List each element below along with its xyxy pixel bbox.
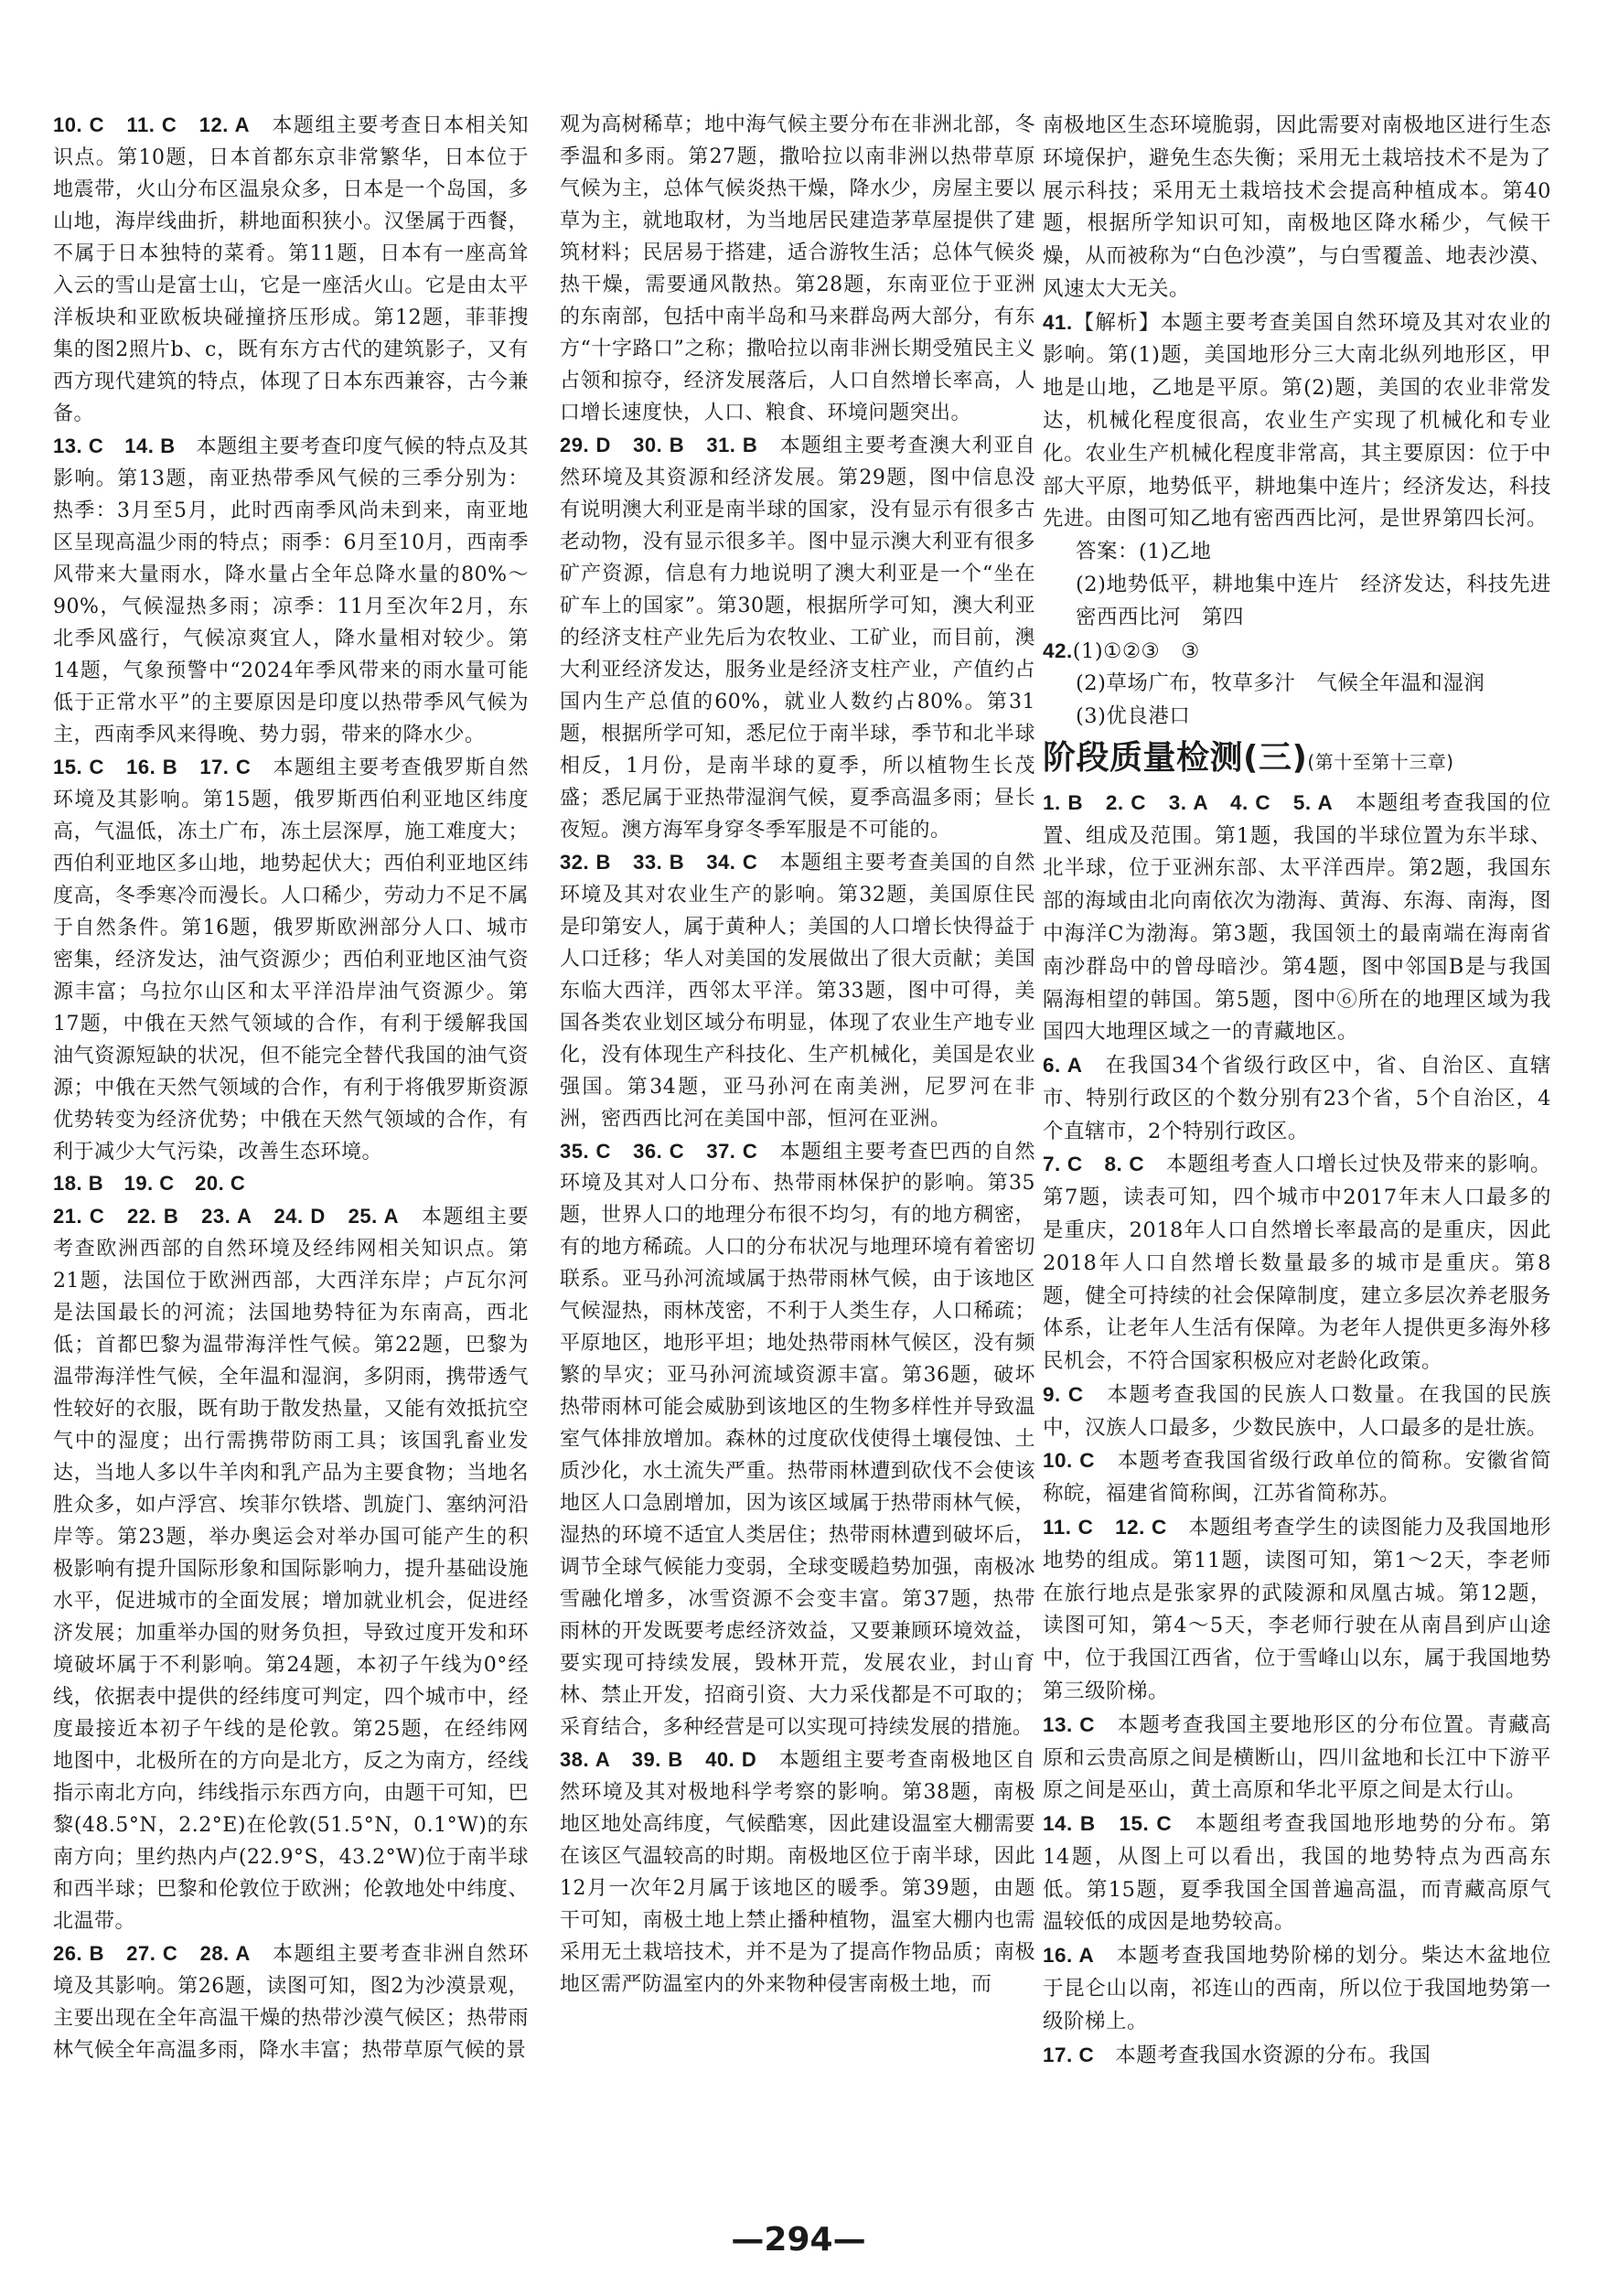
question-numbers: 7. C 8. C bbox=[1043, 1153, 1145, 1176]
answer-item bbox=[1043, 1379, 1551, 1445]
answer-item bbox=[1043, 110, 1551, 306]
answer-item bbox=[53, 1938, 529, 2067]
column-left bbox=[53, 110, 529, 2067]
page-number: —294— bbox=[731, 2221, 866, 2258]
question-numbers: 26. B 27. C 28. A bbox=[53, 1942, 251, 1966]
answer-item bbox=[1043, 1148, 1551, 1378]
explanation-text: 本题组主要考查美国的自然环境及其对农业生产的影响。第32题，美国原住民是印第安人，属于黄种人；美国的人口增长快得益于人口迁移；华人对美国的发展做出了很大贡献；美国东临大西洋，西邻太平洋。第33题，图中可得，美国各类农业划区域分布明显，体现了农业生产地专业化，没有体现生产科技化、生产机械化，美国是农业强国。第34题，亚马孙河在南美洲，尼罗河在非洲，密西西比河在美国中部，恒河在亚洲。 bbox=[560, 851, 1035, 1131]
answer-line: (2)地势低平，耕地集中连片 经济发达，科技先进 密西西比河 第四 bbox=[1076, 572, 1573, 629]
question-numbers: 11. C 12. C bbox=[1043, 1516, 1167, 1540]
answer-item bbox=[560, 847, 1035, 1136]
question-numbers: 13. C bbox=[1043, 1712, 1096, 1736]
question-numbers: 21. C 22. B 23. A 24. D 25. A bbox=[53, 1205, 400, 1228]
question-numbers: 35. C 36. C 37. C bbox=[560, 1139, 758, 1163]
explanation-text: 在我国34个省级行政区中，省、自治区、直辖市、特别行政区的个数分别有23个省，5个自治区，4个直辖市，2个特别行政区。 bbox=[1043, 1054, 1551, 1143]
question-numbers: 9. C bbox=[1043, 1382, 1084, 1406]
explanation-text: 本题组主要考查欧洲西部的自然环境及经纬网相关知识点。第21题，法国位于欧洲西部，大西洋东岸；卢瓦尔河是法国最长的河流；法国地势特征为东南高，西北低；首都巴黎为温带海洋性气候。第22题，巴黎为温带海洋性气候，全年温和湿润，多阴雨，携带透气性较好的衣服，既有助于散发热量，又能有效抵抗空气中的湿度；出行需携带防雨工具；该国乳畜业发达，当地人多以牛羊肉和乳产品为主要食物；当地名胜众多，如卢浮宫、埃菲尔铁塔、凯旋门、塞纳河沿岸等。第23题，举办奥运会对举办国可能产生的积极影响有提升国际形象和国际影响力，提升基础设施水平，促进城市的全面发展；增加就业机会，促进经济发展；加重举办国的财务负担，导致过度开发和环境破坏属于不利影响。第24题，本初子午线为0°经线，依据表中提供的经纬度可判定，四个城市中，经度最接近本初子午线的是伦敦。第25题，在经纬网地图中，北极所在的方向是北方，反之为南方，经线指示南北方向，纬线指示东西方向，由题干可知，巴黎(48.5°N，2.2°E)在伦敦(51.5°N，0.1°W)的东南方向；里约热内卢(22.9°S，43.2°W)位于南半球和西半球；巴黎和伦敦位于欧洲；伦敦地处中纬度、北温带。 bbox=[53, 1206, 529, 1934]
explanation-text: 本题组考查我国地形地势的分布。第14题，从图上可以看出，我国的地势特点为西高东低。第15题，夏季我国全国普遍高温，而青藏高原气温较低的成因是地势较高。 bbox=[1043, 1812, 1551, 1935]
answer-item bbox=[560, 430, 1035, 847]
question-numbers: 15. C 16. B 17. C bbox=[53, 755, 252, 778]
question-numbers: 17. C bbox=[1043, 2043, 1095, 2066]
answer-item bbox=[1043, 1939, 1551, 2038]
explanation-text: 本题组主要考查巴西的自然环境及其对人口分布、热带雨林保护的影响。第35题，世界人口的地理分布很不均匀，有的地方稠密，有的地方稀疏。人口的分布状况与地理环境有着密切联系。亚马孙河流域属于热带雨林气候，由于该地区气候湿热，雨林茂密，不利于人类生存，人口稀疏；平原地区，地形平坦；地处热带雨林气候区，没有频繁的旱灾；亚马孙河流域资源丰富。第36题，破坏热带雨林可能会威胁到该地区的生物多样性并导致温室气体排放增加。森林的过度砍伐使得土壤侵蚀、土质沙化，水土流失严重。热带雨林遭到砍伐不会使该地区人口急剧增加，因为该区域属于热带雨林气候，湿热的环境不适宜人类居住；热带雨林遭到破坏后，调节全球气候能力变弱，全球变暖趋势加强，南极冰雪融化增多，冰雪资源不会变丰富。第37题，热带雨林的开发既要考虑经济效益，又要兼顾环境效益，要实现可持续发展，毁林开荒，发展农业，封山育林、禁止开发，招商引资、大力采伐都是不可取的；采育结合，多种经营是可以实现可持续发展的措施。 bbox=[560, 1140, 1035, 1740]
question-numbers: 6. A bbox=[1043, 1054, 1083, 1078]
answer-line: (3)优良港口 bbox=[1076, 704, 1191, 729]
question-numbers: 10. C bbox=[1043, 1449, 1096, 1473]
answer-item bbox=[1043, 1049, 1551, 1148]
section-title bbox=[1043, 737, 1551, 783]
explanation-text: 本题组主要考查印度气候的特点及其影响。第13题，南亚热带季风气候的三季分别为：热季：3月至5月，此时西南季风尚未到来，南亚地区呈现高温少雨的特点；雨季：6月至10月，西南季风带来大量雨水，降水量占全年总降水量的80%～90%，气候湿热多雨；凉季：11月至次年2月，东北季风盛行，气候凉爽宜人，降水量相对较少。第14题，气象预警中“2024年季风带来的雨水量可能低于正常水平”的主要原因是印度以热带季风气候为主，西南季风来得晚、势力弱，带来的降水少。 bbox=[53, 435, 529, 746]
section-title-text: 阶段质量检测(三) bbox=[1043, 738, 1308, 777]
answer-item bbox=[1043, 2039, 1551, 2073]
question-numbers: 10. C 11. C 12. A bbox=[53, 113, 250, 136]
answer-item bbox=[53, 110, 529, 431]
answer-line: 答案：(1)乙地 bbox=[1076, 540, 1212, 564]
question-numbers: 13. C 14. B bbox=[53, 434, 176, 457]
explanation-text: 本题组主要考查澳大利亚自然环境及其资源和经济发展。第29题，图中信息没有说明澳大利亚是南半球的国家，没有显示有很多古老动物，没有显示很多羊。图中显示澳大利亚有很多矿产资源，信息有力地说明了澳大利亚是一个“坐在矿车上的国家”。第30题，根据所学可知，澳大利亚的经济支柱产业先后为农牧业、工矿业，而目前，澳大利亚经济发达，服务业是经济支柱产业，产值约占国内生产总值的60%，就业人数约占80%。第31题，根据所学可知，悉尼位于南半球，季节和北半球相反，1月份，是南半球的夏季，所以植物生长茂盛；悉尼属于亚热带湿润气候，夏季高温多雨；昼长夜短。澳方海军身穿冬季军服是不可能的。 bbox=[560, 434, 1035, 842]
question-numbers: 38. A 39. B 40. D bbox=[560, 1748, 757, 1772]
answer-item bbox=[53, 752, 529, 1169]
explanation-text: 本题考查我国地势阶梯的划分。柴达木盆地位于昆仑山以南，祁连山的西南，所以位于我国地势第一级阶梯上。 bbox=[1043, 1944, 1551, 2033]
section-subtitle: (第十至第十三章) bbox=[1307, 750, 1454, 773]
explanation-text: 本题组考查我国的位置、组成及范围。第1题，我国的半球位置为东半球、北半球，位于亚洲东部、太平洋西岸。第2题，我国东部的海域由北向南依次为渤海、黄海、东海、南海，图中海洋C为渤海。第3题，我国领土的最南端在海南省南沙群岛中的曾母暗沙。第4题，图中邻国B是与我国隔海相望的韩国。第5题，图中⑥所在的地理区域为我国四大地理区域之一的青藏地区。 bbox=[1043, 790, 1551, 1045]
question-numbers: 14. B 15. C bbox=[1043, 1812, 1173, 1836]
explanation-text: 本题组考查学生的读图能力及我国地形地势的组成。第11题，读图可知，第1～2天，李老师在旅行地点是张家界的武陵源和凤凰古城。第12题，读图可知，第4～5天，李老师行驶在从南昌到庐山途中，位于我国江西省，位于雪峰山以东，属于我国地势第三级阶梯。 bbox=[1043, 1516, 1551, 1703]
column-middle bbox=[560, 110, 1035, 2001]
answer-item bbox=[1043, 1709, 1551, 1808]
answer-item bbox=[560, 110, 1035, 430]
question-numbers: 16. A bbox=[1043, 1944, 1095, 1968]
answer-item bbox=[1043, 635, 1551, 669]
explanation-text: 【解析】本题主要考查美国自然环境及其对农业的影响。第(1)题，美国地形分三大南北纵列地形区，甲地是山地，乙地是平原。第(2)题，美国的农业非常发达，机械化程度很高，农业生产实现了机械化和专业化。农业生产机械化程度非常高，其主要原因：位于中部大平原，地势低平，耕地集中连片；经济发达，科技先进。由图可知乙地有密西西比河，是世界第四长河。 bbox=[1043, 310, 1551, 531]
explanation-text: 本题组主要考查南极地区自然环境及其对极地科学考察的影响。第38题，南极地区地处高纬度，气候酷寒，因此建设温室大棚需要在该区气温较高的时期。南极地区位于南半球，因此12月一次年2月属于该地区的暖季。第39题，由题干可知，南极土地上禁止播种植物，温室大棚内也需采用无土栽培技术，并不是为了提高作物品质；南极地区需严防温室内的外来物种侵害南极土地，而 bbox=[560, 1749, 1035, 1997]
explanation-text: 本题考查我国的民族人口数量。在我国的民族中，汉族人口最多，少数民族中，人口最多的是壮族。 bbox=[1043, 1382, 1551, 1440]
answer-item bbox=[1043, 1511, 1551, 1709]
explanation-text: 南极地区生态环境脆弱，因此需要对南极地区进行生态环境保护，避免生态失衡；采用无土栽培技术不是为了展示科技；采用无土栽培技术会提高种植成本。第40题，根据所学知识可知，南极地区降水稀少，气候干燥，从而被称为“白色沙漠”，与白雪覆盖、地表沙漠、风速太大无关。 bbox=[1043, 113, 1551, 301]
answer-item bbox=[53, 1168, 529, 1201]
answer-item bbox=[1043, 1444, 1551, 1511]
answer-item bbox=[53, 1201, 529, 1938]
question-numbers: 29. D 30. B 31. B bbox=[560, 433, 758, 456]
answer-item bbox=[1043, 787, 1551, 1049]
explanation-text: 本题考查我国水资源的分布。我国 bbox=[1094, 2043, 1431, 2067]
explanation-text: 本题组考查人口增长过快及带来的影响。第7题，读表可知，四个城市中2017年末人口最多的是重庆，2018年人口自然增长率最高的是重庆，因此2018年人口自然增长数量最多的城市是重庆。第8题，健全可持续的社会保障制度，建立多层次养老服务体系，让老年人生活有保障。为老年人提供更多海外移民机会，不符合国家积极应对老龄化政策。 bbox=[1043, 1153, 1551, 1374]
explanation-text: 本题考查我国省级行政单位的简称。安徽省简称皖，福建省简称闽，江苏省简称苏。 bbox=[1043, 1449, 1551, 1507]
answer-line: (2)草场广布，牧草多汁 气候全年温和湿润 bbox=[1076, 671, 1485, 696]
explanation-text: 本题组主要考查俄罗斯自然环境及其影响。第15题，俄罗斯西伯利亚地区纬度高，气温低，冻土广布，冻土层深厚，施工难度大；西伯利亚地区多山地，地势起伏大；西伯利亚地区纬度高，冬季寒冷而漫长。人口稀少，劳动力不足不属于自然条件。第16题，俄罗斯欧洲部分人口、城市密集，经济发达，油气资源少；西伯利亚地区油气资源丰富；乌拉尔山区和太平洋沿岸油气资源少。第17题，中俄在天然气领域的合作，有利于缓解我国油气资源短缺的状况，但不能完全替代我国的油气资源；中俄在天然气领域的合作，有利于将俄罗斯资源优势转变为经济优势；中俄在天然气领域的合作，有利于减少大气污染，改善生态环境。 bbox=[53, 756, 529, 1164]
answer-item bbox=[560, 1136, 1035, 1745]
question-numbers: 41. bbox=[1043, 310, 1073, 334]
question-numbers: 18. B 19. C 20. C bbox=[53, 1172, 246, 1196]
question-numbers: 42. bbox=[1043, 638, 1073, 662]
explanation-text: 本题组主要考查非洲自然环境及其影响。第26题，读图可知，图2为沙漠景观，主要出现在全年高温干燥的热带沙漠气候区；热带雨林气候全年高温多雨，降水丰富；热带草原气候的景 bbox=[53, 1943, 529, 2063]
question-numbers: 1. B 2. C 3. A 4. C 5. A bbox=[1043, 790, 1334, 814]
answer-item bbox=[53, 431, 529, 752]
answer-item bbox=[1043, 1808, 1551, 1939]
question-numbers: 32. B 33. B 34. C bbox=[560, 850, 758, 874]
explanation-text: 观为高树稀草；地中海气候主要分布在非洲北部，冬季温和多雨。第27题，撒哈拉以南非洲以热带草原气候为主，总体气候炎热干燥，降水少，房屋主要以草为主，就地取材，为当地居民建造茅草屋提供了建筑材料；民居易于搭建，适合游牧生活；总体气候炎热干燥，需要通风散热。第28题，东南亚位于亚洲的东南部，包括中南半岛和马来群岛两大部分，有东方“十字路口”之称；撒哈拉以南非洲长期受殖民主义占领和掠夺，经济发展落后，人口自然增长率高，人口增长速度快，人口、粮食、环境问题突出。 bbox=[560, 113, 1035, 424]
explanation-text: 本题考查我国主要地形区的分布位置。青藏高原和云贵高原之间是横断山，四川盆地和长江中下游平原之间是巫山，黄土高原和华北平原之间是太行山。 bbox=[1043, 1712, 1551, 1803]
column-right bbox=[1043, 110, 1573, 2072]
explanation-text: (1)①②③ ③ bbox=[1072, 638, 1200, 663]
explanation-text: 本题组主要考查日本相关知识点。第10题，日本首都东京非常繁华，日本位于地震带，火山分布区温泉众多，日本是一个岛国，多山地，海岸线曲折，耕地面积狭小。汉堡属于西餐，不属于日本独特的菜肴。第11题，日本有一座高耸入云的雪山是富士山，它是一座活火山。它是由太平洋板块和亚欧板块碰撞挤压形成。第12题，菲菲搜集的图2照片b、c，既有东方古代的建筑影子，又有西方现代建筑的特点，体现了日本东西兼容，古今兼备。 bbox=[53, 114, 529, 425]
answer-item bbox=[1043, 306, 1551, 536]
answer-item bbox=[560, 1744, 1035, 2001]
